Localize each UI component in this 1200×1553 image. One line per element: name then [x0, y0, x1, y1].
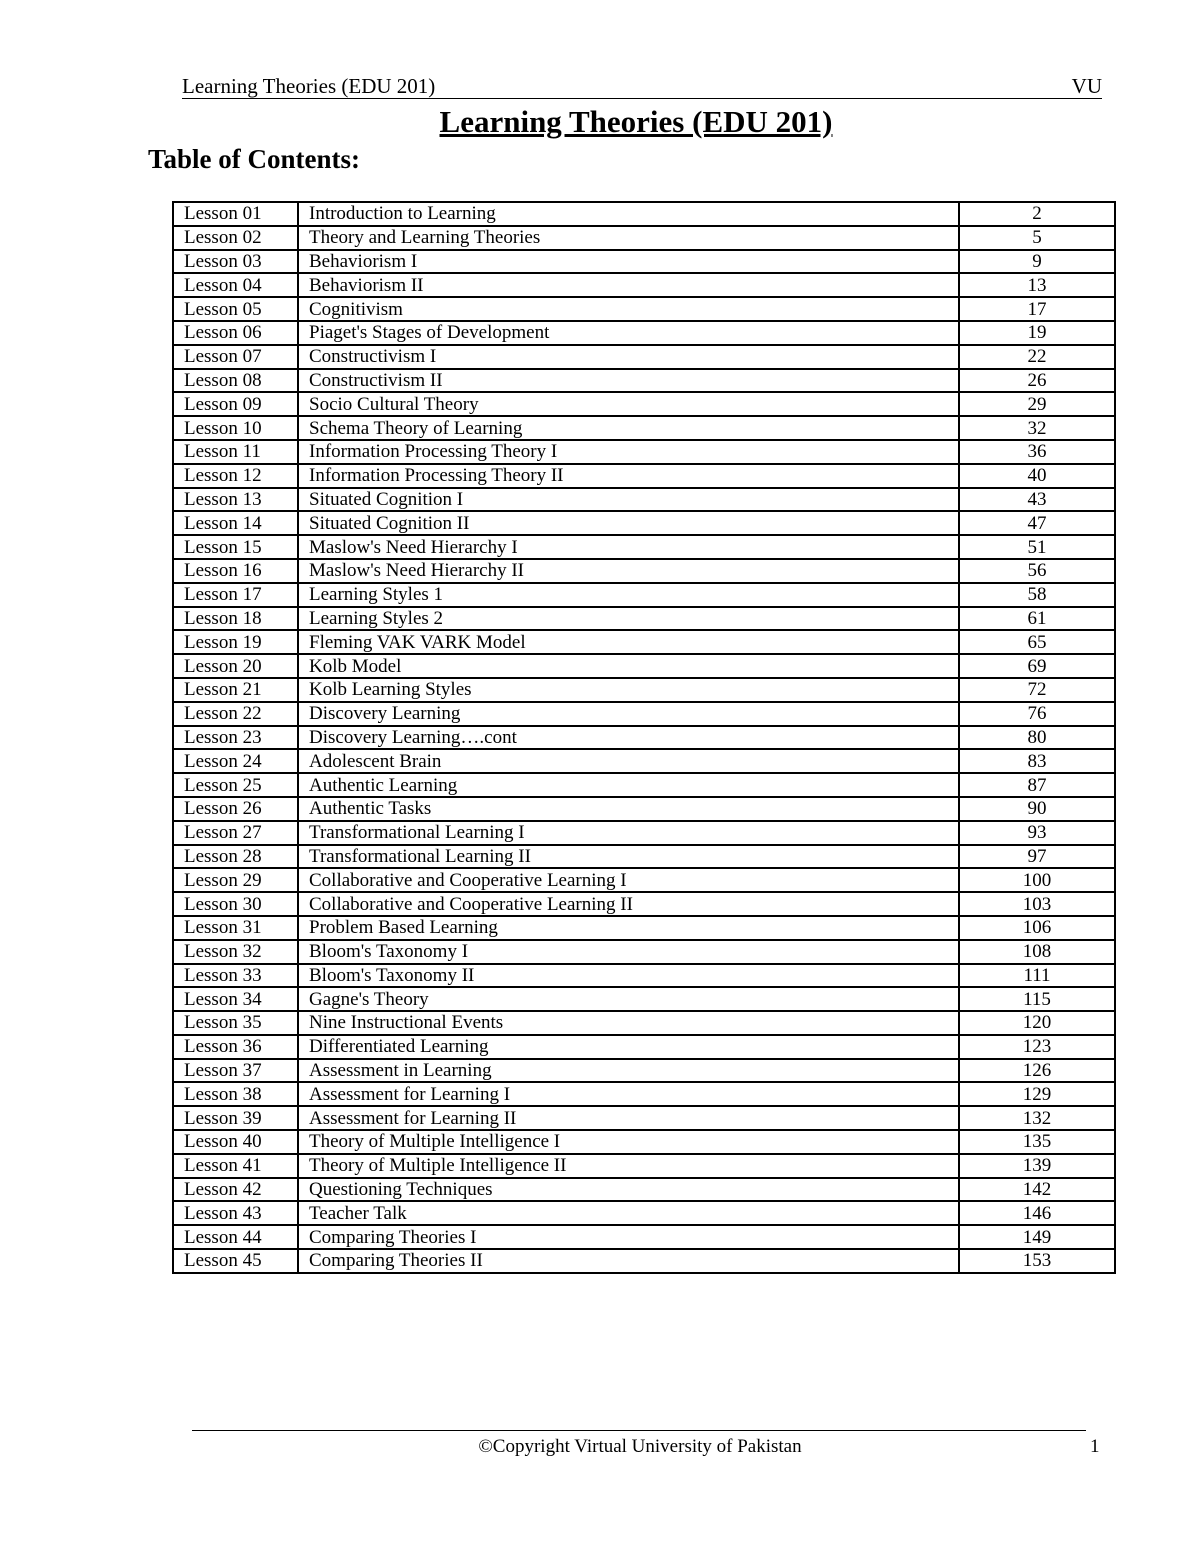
toc-lesson-number: Lesson 37 — [173, 1059, 298, 1083]
toc-page-number: 65 — [959, 630, 1115, 654]
toc-row — [173, 1082, 1115, 1106]
toc-lesson-title: Learning Styles 1 — [298, 583, 959, 607]
toc-lesson-number: Lesson 39 — [173, 1106, 298, 1130]
toc-lesson-number: Lesson 29 — [173, 868, 298, 892]
toc-page-number: 103 — [959, 892, 1115, 916]
toc-lesson-number: Lesson 44 — [173, 1225, 298, 1249]
toc-row — [173, 987, 1115, 1011]
toc-row — [173, 392, 1115, 416]
toc-lesson-title: Comparing Theories I — [298, 1225, 959, 1249]
toc-lesson-title: Learning Styles 2 — [298, 607, 959, 631]
toc-row — [173, 892, 1115, 916]
toc-page-number: 90 — [959, 797, 1115, 821]
toc-lesson-number: Lesson 10 — [173, 416, 298, 440]
toc-row — [173, 583, 1115, 607]
toc-lesson-title: Assessment for Learning II — [298, 1106, 959, 1130]
toc-lesson-title: Constructivism II — [298, 369, 959, 393]
toc-lesson-title: Cognitivism — [298, 297, 959, 321]
toc-page-number: 5 — [959, 226, 1115, 250]
toc-lesson-title: Differentiated Learning — [298, 1035, 959, 1059]
toc-row — [173, 440, 1115, 464]
toc-lesson-title: Kolb Model — [298, 654, 959, 678]
toc-lesson-title: Collaborative and Cooperative Learning II — [298, 892, 959, 916]
toc-lesson-number: Lesson 32 — [173, 940, 298, 964]
toc-lesson-number: Lesson 26 — [173, 797, 298, 821]
toc-row — [173, 964, 1115, 988]
toc-row — [173, 464, 1115, 488]
toc-lesson-number: Lesson 03 — [173, 250, 298, 274]
toc-lesson-title: Information Processing Theory II — [298, 464, 959, 488]
toc-page-number: 153 — [959, 1249, 1115, 1273]
toc-lesson-number: Lesson 20 — [173, 654, 298, 678]
toc-row — [173, 1201, 1115, 1225]
toc-row — [173, 273, 1115, 297]
toc-row — [173, 749, 1115, 773]
toc-lesson-title: Gagne's Theory — [298, 987, 959, 1011]
running-header-title: Learning Theories (EDU 201) — [182, 74, 436, 98]
toc-row — [173, 535, 1115, 559]
toc-lesson-number: Lesson 28 — [173, 845, 298, 869]
running-header-institution: VU — [1071, 74, 1102, 98]
toc-lesson-number: Lesson 35 — [173, 1011, 298, 1035]
toc-page-number: 58 — [959, 583, 1115, 607]
toc-row — [173, 1059, 1115, 1083]
toc-lesson-number: Lesson 31 — [173, 916, 298, 940]
toc-row — [173, 369, 1115, 393]
toc-row — [173, 226, 1115, 250]
toc-page-number: 80 — [959, 726, 1115, 750]
toc-lesson-number: Lesson 18 — [173, 607, 298, 631]
toc-page-number: 19 — [959, 321, 1115, 345]
toc-page-number: 83 — [959, 749, 1115, 773]
toc-lesson-number: Lesson 01 — [173, 202, 298, 226]
toc-page-number: 100 — [959, 868, 1115, 892]
footer-copyright: ©Copyright Virtual University of Pakistan — [478, 1436, 802, 1457]
toc-lesson-title: Discovery Learning — [298, 702, 959, 726]
toc-lesson-number: Lesson 07 — [173, 345, 298, 369]
toc-lesson-number: Lesson 19 — [173, 630, 298, 654]
toc-lesson-title: Behaviorism I — [298, 250, 959, 274]
toc-page-number: 126 — [959, 1059, 1115, 1083]
toc-lesson-title: Situated Cognition I — [298, 488, 959, 512]
toc-page-number: 22 — [959, 345, 1115, 369]
toc-lesson-title: Adolescent Brain — [298, 749, 959, 773]
toc-row — [173, 630, 1115, 654]
footer-rule — [192, 1430, 1086, 1431]
toc-lesson-title: Situated Cognition II — [298, 511, 959, 535]
toc-page-number: 142 — [959, 1178, 1115, 1202]
toc-page-number: 36 — [959, 440, 1115, 464]
toc-lesson-number: Lesson 22 — [173, 702, 298, 726]
running-header — [182, 74, 1102, 99]
toc-lesson-number: Lesson 25 — [173, 773, 298, 797]
toc-heading: Table of Contents: — [148, 144, 361, 174]
toc-lesson-number: Lesson 41 — [173, 1154, 298, 1178]
toc-page-number: 129 — [959, 1082, 1115, 1106]
toc-lesson-number: Lesson 21 — [173, 678, 298, 702]
toc-row — [173, 345, 1115, 369]
document-title: Learning Theories (EDU 201) — [439, 104, 833, 139]
toc-row — [173, 916, 1115, 940]
toc-lesson-number: Lesson 23 — [173, 726, 298, 750]
toc-row — [173, 702, 1115, 726]
toc-page-number: 32 — [959, 416, 1115, 440]
toc-row — [173, 1154, 1115, 1178]
toc-page-number: 111 — [959, 964, 1115, 988]
toc-page-number: 17 — [959, 297, 1115, 321]
toc-lesson-title: Maslow's Need Hierarchy I — [298, 535, 959, 559]
toc-lesson-number: Lesson 40 — [173, 1130, 298, 1154]
toc-lesson-number: Lesson 33 — [173, 964, 298, 988]
toc-lesson-title: Maslow's Need Hierarchy II — [298, 559, 959, 583]
toc-lesson-title: Problem Based Learning — [298, 916, 959, 940]
toc-lesson-number: Lesson 02 — [173, 226, 298, 250]
toc-lesson-number: Lesson 06 — [173, 321, 298, 345]
toc-lesson-number: Lesson 24 — [173, 749, 298, 773]
toc-lesson-title: Bloom's Taxonomy II — [298, 964, 959, 988]
toc-lesson-number: Lesson 12 — [173, 464, 298, 488]
toc-row — [173, 488, 1115, 512]
toc-row — [173, 773, 1115, 797]
toc-lesson-title: Nine Instructional Events — [298, 1011, 959, 1035]
toc-lesson-title: Information Processing Theory I — [298, 440, 959, 464]
toc-page-number: 2 — [959, 202, 1115, 226]
toc-page-number: 43 — [959, 488, 1115, 512]
toc-page-number: 26 — [959, 369, 1115, 393]
toc-row — [173, 678, 1115, 702]
toc-row — [173, 607, 1115, 631]
toc-page-number: 72 — [959, 678, 1115, 702]
toc-lesson-number: Lesson 09 — [173, 392, 298, 416]
toc-lesson-title: Bloom's Taxonomy I — [298, 940, 959, 964]
toc-lesson-title: Theory of Multiple Intelligence I — [298, 1130, 959, 1154]
toc-row — [173, 845, 1115, 869]
toc-lesson-number: Lesson 13 — [173, 488, 298, 512]
toc-lesson-title: Authentic Learning — [298, 773, 959, 797]
toc-lesson-title: Questioning Techniques — [298, 1178, 959, 1202]
toc-lesson-number: Lesson 08 — [173, 369, 298, 393]
toc-page-number: 97 — [959, 845, 1115, 869]
toc-lesson-title: Behaviorism II — [298, 273, 959, 297]
toc-row — [173, 1249, 1115, 1273]
toc-row — [173, 821, 1115, 845]
toc-row — [173, 1130, 1115, 1154]
toc-body — [173, 202, 1115, 1273]
toc-row — [173, 726, 1115, 750]
toc-lesson-title: Teacher Talk — [298, 1201, 959, 1225]
toc-lesson-title: Schema Theory of Learning — [298, 416, 959, 440]
toc-page-number: 93 — [959, 821, 1115, 845]
toc-lesson-title: Transformational Learning II — [298, 845, 959, 869]
toc-page-number: 13 — [959, 273, 1115, 297]
toc-lesson-number: Lesson 27 — [173, 821, 298, 845]
toc-table — [172, 201, 1116, 1274]
toc-row — [173, 321, 1115, 345]
toc-lesson-title: Theory and Learning Theories — [298, 226, 959, 250]
toc-page-number: 29 — [959, 392, 1115, 416]
toc-row — [173, 511, 1115, 535]
toc-lesson-title: Authentic Tasks — [298, 797, 959, 821]
toc-lesson-number: Lesson 15 — [173, 535, 298, 559]
toc-lesson-title: Introduction to Learning — [298, 202, 959, 226]
toc-lesson-title: Kolb Learning Styles — [298, 678, 959, 702]
toc-lesson-number: Lesson 42 — [173, 1178, 298, 1202]
toc-row — [173, 1106, 1115, 1130]
toc-row — [173, 559, 1115, 583]
toc-row — [173, 250, 1115, 274]
toc-page-number: 40 — [959, 464, 1115, 488]
toc-row — [173, 1178, 1115, 1202]
toc-page-number: 106 — [959, 916, 1115, 940]
toc-page-number: 47 — [959, 511, 1115, 535]
toc-page-number: 51 — [959, 535, 1115, 559]
toc-lesson-title: Comparing Theories II — [298, 1249, 959, 1273]
toc-page-number: 69 — [959, 654, 1115, 678]
toc-lesson-number: Lesson 34 — [173, 987, 298, 1011]
toc-page-number: 87 — [959, 773, 1115, 797]
toc-lesson-number: Lesson 05 — [173, 297, 298, 321]
toc-row — [173, 416, 1115, 440]
toc-page-number: 132 — [959, 1106, 1115, 1130]
toc-lesson-title: Piaget's Stages of Development — [298, 321, 959, 345]
toc-row — [173, 1035, 1115, 1059]
toc-page-number: 146 — [959, 1201, 1115, 1225]
toc-page-number: 120 — [959, 1011, 1115, 1035]
toc-row — [173, 654, 1115, 678]
toc-lesson-title: Transformational Learning I — [298, 821, 959, 845]
toc-lesson-title: Collaborative and Cooperative Learning I — [298, 868, 959, 892]
toc-lesson-number: Lesson 43 — [173, 1201, 298, 1225]
toc-lesson-number: Lesson 36 — [173, 1035, 298, 1059]
toc-row — [173, 202, 1115, 226]
toc-lesson-title: Discovery Learning….cont — [298, 726, 959, 750]
toc-lesson-title: Fleming VAK VARK Model — [298, 630, 959, 654]
toc-page-number: 108 — [959, 940, 1115, 964]
toc-page-number: 9 — [959, 250, 1115, 274]
toc-lesson-title: Socio Cultural Theory — [298, 392, 959, 416]
toc-lesson-number: Lesson 45 — [173, 1249, 298, 1273]
toc-row — [173, 797, 1115, 821]
toc-page-number: 149 — [959, 1225, 1115, 1249]
toc-lesson-title: Assessment for Learning I — [298, 1082, 959, 1106]
toc-row — [173, 1011, 1115, 1035]
toc-row — [173, 868, 1115, 892]
toc-lesson-title: Theory of Multiple Intelligence II — [298, 1154, 959, 1178]
toc-lesson-title: Assessment in Learning — [298, 1059, 959, 1083]
toc-page-number: 135 — [959, 1130, 1115, 1154]
toc-page-number: 115 — [959, 987, 1115, 1011]
footer-page-number: 1 — [1090, 1436, 1100, 1457]
toc-lesson-number: Lesson 38 — [173, 1082, 298, 1106]
toc-row — [173, 940, 1115, 964]
toc-row — [173, 297, 1115, 321]
toc-lesson-number: Lesson 11 — [173, 440, 298, 464]
toc-lesson-number: Lesson 04 — [173, 273, 298, 297]
toc-page-number: 56 — [959, 559, 1115, 583]
toc-lesson-number: Lesson 17 — [173, 583, 298, 607]
toc-lesson-number: Lesson 16 — [173, 559, 298, 583]
toc-page-number: 139 — [959, 1154, 1115, 1178]
toc-lesson-number: Lesson 14 — [173, 511, 298, 535]
toc-row — [173, 1225, 1115, 1249]
toc-page-number: 61 — [959, 607, 1115, 631]
toc-lesson-number: Lesson 30 — [173, 892, 298, 916]
toc-page-number: 76 — [959, 702, 1115, 726]
toc-page-number: 123 — [959, 1035, 1115, 1059]
toc-lesson-title: Constructivism I — [298, 345, 959, 369]
